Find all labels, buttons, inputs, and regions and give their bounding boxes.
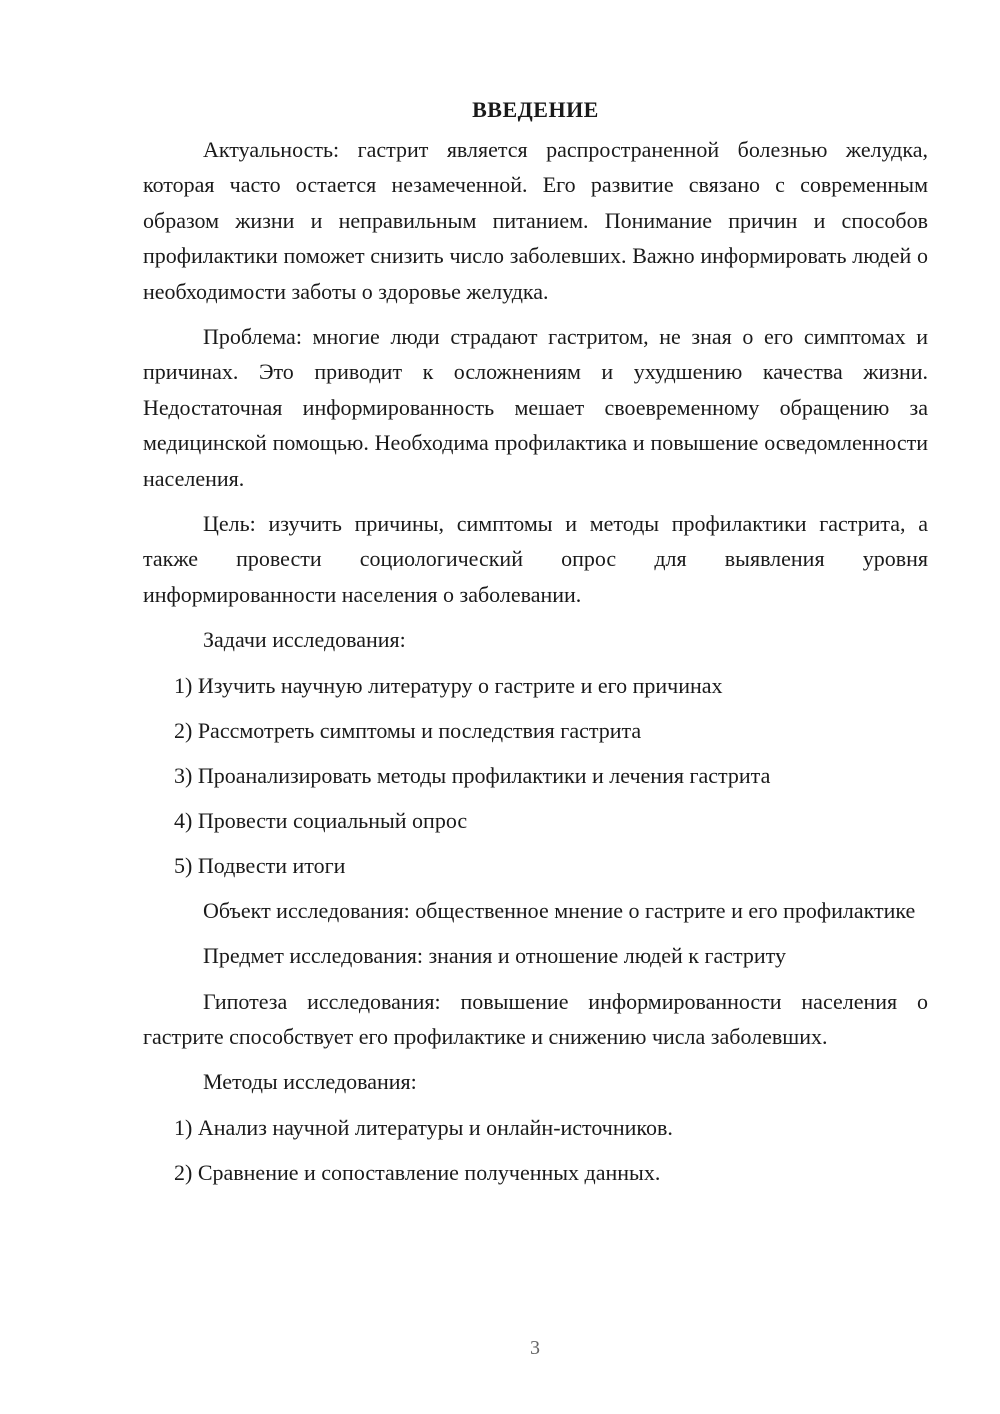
task-item: 1) Изучить научную литературу о гастрите и его причинах (174, 672, 723, 698)
task-item: 4) Провести социальный опрос (174, 807, 468, 833)
page-number: 3 (530, 1337, 540, 1359)
subject-paragraph: Предмет исследования: знания и отношение людей к гастриту (203, 943, 786, 969)
goal-paragraph: Цель: изучить причины, симптомы и методы профилактики гастрита, а также провести социологический опрос для выявления уровня информированности населения о заболевании. (143, 511, 928, 607)
task-item: 3) Проанализировать методы профилактики и лечения гастрита (174, 762, 771, 788)
problem-paragraph: Проблема: многие люди страдают гастритом, не зная о его симптомах и причинах. Это приводит к осложнениям и ухудшению качества жизни. Недостаточная информированность мешает своевременному обращению за медицинской помощью. Необходима профилактика и повышение осведомленности населения. (143, 324, 928, 491)
object-paragraph: Объект исследования: общественное мнение о гастрите и его профилактике (203, 897, 916, 923)
relevance-paragraph: Актуальность: гастрит является распространенной болезнью желудка, которая часто остается незамеченной. Его развитие связано с современным образом жизни и неправильным питанием. Понимание причин и способов профилактики поможет снизить число заболевших. Важно информировать людей о необходимости заботы о здоровье желудка. (143, 137, 928, 304)
task-item: 2) Рассмотреть симптомы и последствия гастрита (174, 717, 642, 743)
method-item: 1) Анализ научной литературы и онлайн-источников. (174, 1114, 673, 1140)
method-item: 2) Сравнение и сопоставление полученных данных. (174, 1159, 661, 1185)
hypothesis-paragraph: Гипотеза исследования: повышение информированности населения о гастрите способствует его профилактике и снижению числа заболевших. (143, 988, 928, 1049)
section-title: ВВЕДЕНИЕ (472, 97, 599, 122)
methods-heading: Методы исследования: (203, 1069, 417, 1095)
task-item: 5) Подвести итоги (174, 852, 346, 878)
page-content (143, 96, 928, 1200)
tasks-heading: Задачи исследования: (203, 627, 406, 653)
